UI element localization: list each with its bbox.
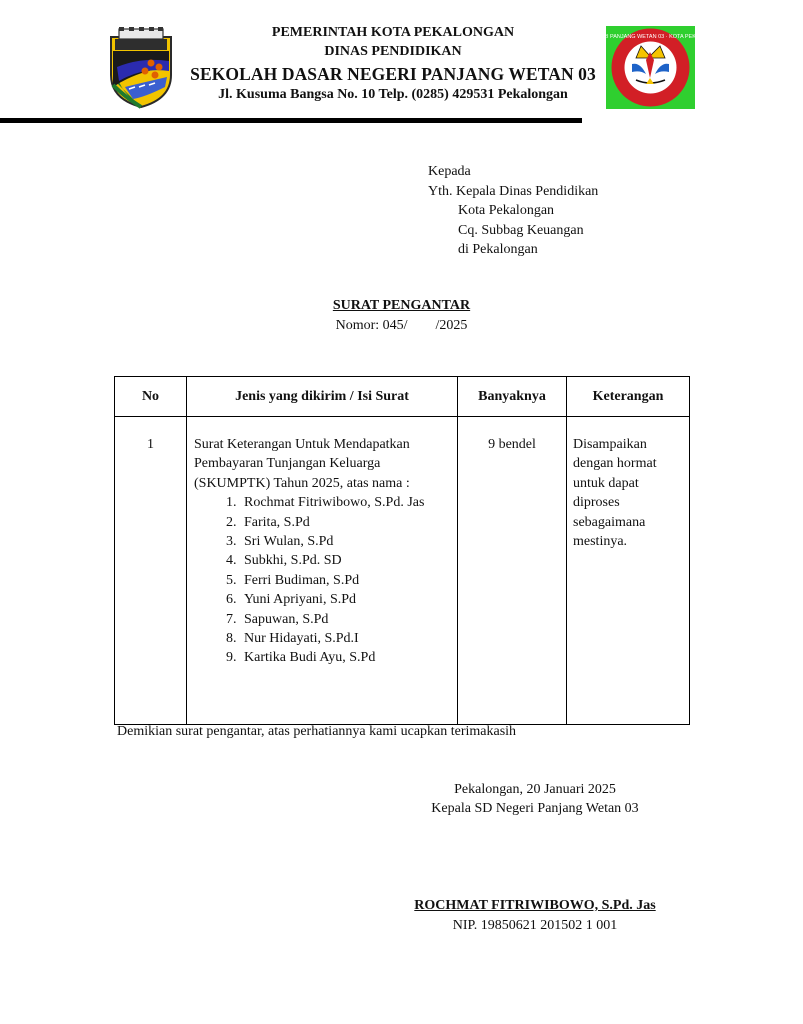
list-item: 8. Nur Hidayati, S.Pd.I <box>240 629 456 648</box>
col-header-no: No <box>115 377 187 417</box>
letterhead-address: Jl. Kusuma Bangsa No. 10 Telp. (0285) 429531 Pekalongan <box>218 87 568 102</box>
list-item: 4. Subkhi, S.Pd. SD <box>240 551 456 570</box>
col-header-remarks: Keterangan <box>567 377 690 417</box>
list-item: 6. Yuni Apriyani, S.Pd <box>240 590 456 609</box>
signature-position: Kepala SD Negeri Panjang Wetan 03 <box>431 801 639 816</box>
kota-pekalongan-emblem <box>107 27 175 109</box>
cell-no: 1 <box>115 417 187 725</box>
recipient-block <box>428 162 598 260</box>
recipient-line: di Pekalongan <box>458 242 538 257</box>
signatory-name: ROCHMAT FITRIWIBOWO, S.Pd. Jas <box>414 898 656 913</box>
recipient-line: Yth. Kepala Dinas Pendidikan <box>428 183 599 199</box>
letter-title: SURAT PENGANTAR <box>332 298 471 313</box>
col-header-content: Jenis yang dikirim / Isi Surat <box>187 377 458 417</box>
school-emblem-text: SD NEGERI PANJANG WETAN 03 · KOTA PEKALONGAN <box>578 34 723 40</box>
recipient-line: Kota Pekalongan <box>458 203 555 218</box>
letterhead-school-name: SEKOLAH DASAR NEGERI PANJANG WETAN 03 <box>190 64 596 84</box>
cell-content <box>187 417 458 725</box>
list-item: 5. Ferri Budiman, S.Pd <box>240 571 456 590</box>
letterhead-divider <box>0 118 582 123</box>
letter-number: Nomor: 045/ /2025 <box>335 318 468 333</box>
letterhead-department: DINAS PENDIDIKAN <box>324 44 462 59</box>
recipient-line: Cq. Subbag Keuangan <box>458 222 584 238</box>
employee-list <box>194 493 456 668</box>
list-item: 9. Kartika Budi Ayu, S.Pd <box>240 648 456 667</box>
content-description: Surat Keterangan Untuk Mendapatkan Pembayaran Tunjangan Keluarga (SKUMPTK) Tahun 2025, atas nama : <box>194 437 410 491</box>
table-header-row <box>115 377 690 417</box>
recipient-line: Kepada <box>428 164 471 179</box>
list-item: 3. Sri Wulan, S.Pd <box>240 532 456 551</box>
remarks-text: Disampaikan dengan hormat untuk dapat diproses sebagaimana mestinya. <box>573 437 657 550</box>
col-header-quantity: Banyaknya <box>458 377 567 417</box>
cell-remarks <box>567 417 690 725</box>
cell-quantity: 9 bendel <box>458 417 567 725</box>
signature-place-date: Pekalongan, 20 Januari 2025 <box>454 782 616 797</box>
list-item: 1. Rochmat Fitriwibowo, S.Pd. Jas <box>240 493 456 512</box>
school-emblem <box>578 26 723 109</box>
letterhead-government: PEMERINTAH KOTA PEKALONGAN <box>271 25 515 40</box>
table-row <box>115 417 690 725</box>
signatory-nip: NIP. 19850621 201502 1 001 <box>452 918 618 933</box>
list-item: 2. Farita, S.Pd <box>240 513 456 532</box>
closing-sentence: Demikian surat pengantar, atas perhatiannya kami ucapkan terimakasih <box>117 724 517 739</box>
shipment-table <box>114 376 690 725</box>
list-item: 7. Sapuwan, S.Pd <box>240 610 456 629</box>
